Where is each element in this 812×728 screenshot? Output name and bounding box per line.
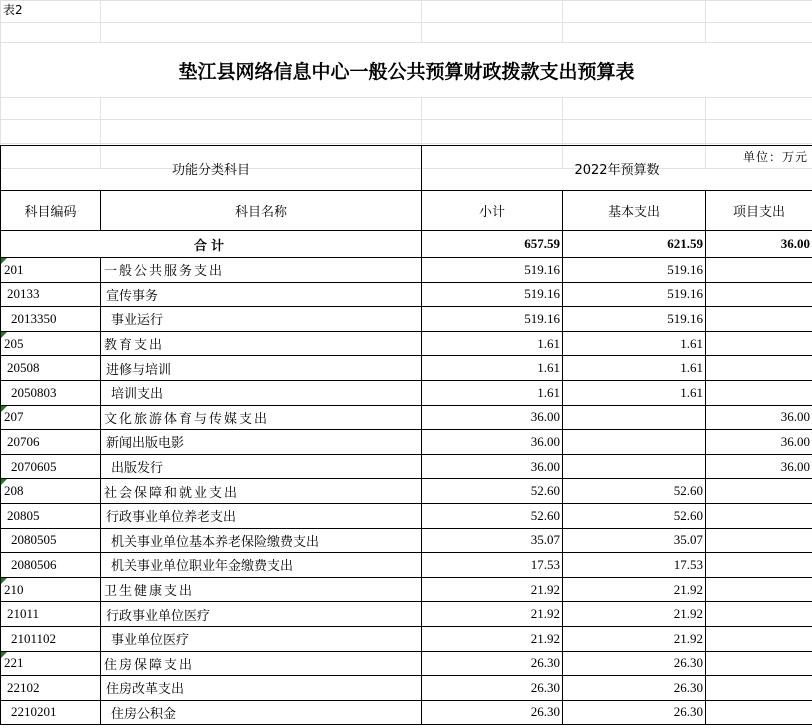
unit-label: 单位：万元 bbox=[706, 144, 812, 169]
table-row bbox=[1, 405, 812, 430]
subject-code: 208 bbox=[1, 479, 101, 504]
subject-code: 2080505 bbox=[1, 528, 101, 553]
project-value bbox=[706, 503, 812, 528]
table-row bbox=[1, 307, 812, 332]
project-value bbox=[706, 528, 812, 553]
subject-name: 文化旅游体育与传媒支出 bbox=[101, 405, 422, 430]
project-value bbox=[706, 626, 812, 651]
table-row bbox=[1, 528, 812, 553]
subtotal-value: 21.92 bbox=[422, 626, 563, 651]
total-basic: 621.59 bbox=[563, 231, 706, 258]
subject-code: 210 bbox=[1, 577, 101, 602]
subject-name: 新闻出版电影 bbox=[101, 430, 422, 455]
table-row bbox=[1, 380, 812, 405]
subtotal-value: 26.30 bbox=[422, 700, 563, 725]
basic-value bbox=[563, 454, 706, 479]
table-row bbox=[1, 258, 812, 283]
subtotal-value: 36.00 bbox=[422, 454, 563, 479]
subject-name: 一般公共服务支出 bbox=[101, 258, 422, 283]
subject-name: 机关事业单位基本养老保险缴费支出 bbox=[101, 528, 422, 553]
subtotal-value: 519.16 bbox=[422, 282, 563, 307]
project-value bbox=[706, 307, 812, 332]
subject-code: 2101102 bbox=[1, 626, 101, 651]
subject-name: 机关事业单位职业年金缴费支出 bbox=[101, 553, 422, 578]
subject-code: 2210201 bbox=[1, 700, 101, 725]
subtotal-value: 36.00 bbox=[422, 430, 563, 455]
header-project: 项目支出 bbox=[706, 191, 812, 231]
table-row bbox=[1, 479, 812, 504]
subject-name: 住房公积金 bbox=[101, 700, 422, 725]
subtotal-value: 519.16 bbox=[422, 258, 563, 283]
basic-value: 21.92 bbox=[563, 602, 706, 627]
project-value bbox=[706, 479, 812, 504]
cell-indicator-icon bbox=[1, 332, 7, 338]
subtotal-value: 35.07 bbox=[422, 528, 563, 553]
table-row bbox=[1, 430, 812, 455]
basic-value: 519.16 bbox=[563, 307, 706, 332]
table-row bbox=[1, 331, 812, 356]
total-row bbox=[1, 231, 812, 258]
table-row bbox=[1, 454, 812, 479]
header-basic: 基本支出 bbox=[563, 191, 706, 231]
subject-name: 宣传事务 bbox=[101, 282, 422, 307]
subtotal-value: 26.30 bbox=[422, 651, 563, 676]
subject-name: 事业单位医疗 bbox=[101, 626, 422, 651]
subject-code: 20508 bbox=[1, 356, 101, 381]
subject-name: 社会保障和就业支出 bbox=[101, 479, 422, 504]
subtotal-value: 1.61 bbox=[422, 331, 563, 356]
subtotal-value: 1.61 bbox=[422, 356, 563, 381]
subtotal-value: 1.61 bbox=[422, 380, 563, 405]
project-value: 36.00 bbox=[706, 454, 812, 479]
subtotal-value: 21.92 bbox=[422, 602, 563, 627]
project-value bbox=[706, 651, 812, 676]
project-value: 36.00 bbox=[706, 430, 812, 455]
subject-code: 20805 bbox=[1, 503, 101, 528]
subject-code: 2080506 bbox=[1, 553, 101, 578]
header-subtotal: 小计 bbox=[422, 191, 563, 231]
subject-code: 221 bbox=[1, 651, 101, 676]
subject-name: 行政事业单位医疗 bbox=[101, 602, 422, 627]
project-value bbox=[706, 282, 812, 307]
cell-indicator-icon bbox=[1, 578, 7, 584]
table-row bbox=[1, 700, 812, 725]
table-row bbox=[1, 553, 812, 578]
basic-value: 17.53 bbox=[563, 553, 706, 578]
basic-value: 26.30 bbox=[563, 651, 706, 676]
basic-value: 26.30 bbox=[563, 676, 706, 701]
table-row bbox=[1, 503, 812, 528]
subject-name: 教育支出 bbox=[101, 331, 422, 356]
project-value bbox=[706, 331, 812, 356]
project-value bbox=[706, 700, 812, 725]
table-body bbox=[1, 258, 812, 725]
table-row bbox=[1, 282, 812, 307]
table-row bbox=[1, 651, 812, 676]
basic-value bbox=[563, 405, 706, 430]
table-row bbox=[1, 602, 812, 627]
cell-indicator-icon bbox=[1, 652, 7, 658]
project-value bbox=[706, 553, 812, 578]
subject-name: 进修与培训 bbox=[101, 356, 422, 381]
subject-code: 20133 bbox=[1, 282, 101, 307]
subtotal-value: 52.60 bbox=[422, 503, 563, 528]
total-project: 36.00 bbox=[706, 231, 812, 258]
subtotal-value: 26.30 bbox=[422, 676, 563, 701]
table-row bbox=[1, 577, 812, 602]
subject-name: 行政事业单位养老支出 bbox=[101, 503, 422, 528]
header-budget-2022: 2022年预算数 bbox=[422, 146, 812, 191]
cell-indicator-icon bbox=[1, 479, 7, 485]
subject-code: 20706 bbox=[1, 430, 101, 455]
subject-name: 住房保障支出 bbox=[101, 651, 422, 676]
subject-code: 207 bbox=[1, 405, 101, 430]
project-value bbox=[706, 676, 812, 701]
subject-code: 2013350 bbox=[1, 307, 101, 332]
basic-value bbox=[563, 430, 706, 455]
subtotal-value: 17.53 bbox=[422, 553, 563, 578]
table-number: 表2 bbox=[1, 1, 101, 23]
title-area bbox=[0, 0, 812, 169]
basic-value: 21.92 bbox=[563, 577, 706, 602]
header-code: 科目编码 bbox=[1, 191, 101, 231]
page-title: 垫江县网络信息中心一般公共预算财政拨款支出预算表 bbox=[1, 43, 812, 98]
subject-code: 205 bbox=[1, 331, 101, 356]
header-function-category: 功能分类科目 bbox=[1, 146, 422, 191]
cell-indicator-icon bbox=[1, 258, 7, 264]
project-value bbox=[706, 577, 812, 602]
subject-code: 201 bbox=[1, 258, 101, 283]
project-value bbox=[706, 356, 812, 381]
basic-value: 52.60 bbox=[563, 479, 706, 504]
project-value bbox=[706, 258, 812, 283]
basic-value: 519.16 bbox=[563, 258, 706, 283]
table-row bbox=[1, 626, 812, 651]
subject-name: 卫生健康支出 bbox=[101, 577, 422, 602]
header-name: 科目名称 bbox=[101, 191, 422, 231]
subject-code: 2050803 bbox=[1, 380, 101, 405]
cell-indicator-icon bbox=[1, 406, 7, 412]
basic-value: 35.07 bbox=[563, 528, 706, 553]
subject-name: 出版发行 bbox=[101, 454, 422, 479]
project-value bbox=[706, 380, 812, 405]
subject-name: 事业运行 bbox=[101, 307, 422, 332]
subject-code: 21011 bbox=[1, 602, 101, 627]
basic-value: 1.61 bbox=[563, 380, 706, 405]
total-label: 合计 bbox=[1, 231, 422, 258]
basic-value: 1.61 bbox=[563, 356, 706, 381]
budget-table bbox=[0, 145, 812, 725]
subtotal-value: 36.00 bbox=[422, 405, 563, 430]
project-value bbox=[706, 602, 812, 627]
total-subtotal: 657.59 bbox=[422, 231, 563, 258]
table-row bbox=[1, 676, 812, 701]
basic-value: 519.16 bbox=[563, 282, 706, 307]
subtotal-value: 519.16 bbox=[422, 307, 563, 332]
basic-value: 21.92 bbox=[563, 626, 706, 651]
subject-code: 22102 bbox=[1, 676, 101, 701]
project-value: 36.00 bbox=[706, 405, 812, 430]
subtotal-value: 52.60 bbox=[422, 479, 563, 504]
subject-code: 2070605 bbox=[1, 454, 101, 479]
subject-name: 培训支出 bbox=[101, 380, 422, 405]
basic-value: 1.61 bbox=[563, 331, 706, 356]
basic-value: 26.30 bbox=[563, 700, 706, 725]
subject-name: 住房改革支出 bbox=[101, 676, 422, 701]
subtotal-value: 21.92 bbox=[422, 577, 563, 602]
basic-value: 52.60 bbox=[563, 503, 706, 528]
table-row bbox=[1, 356, 812, 381]
